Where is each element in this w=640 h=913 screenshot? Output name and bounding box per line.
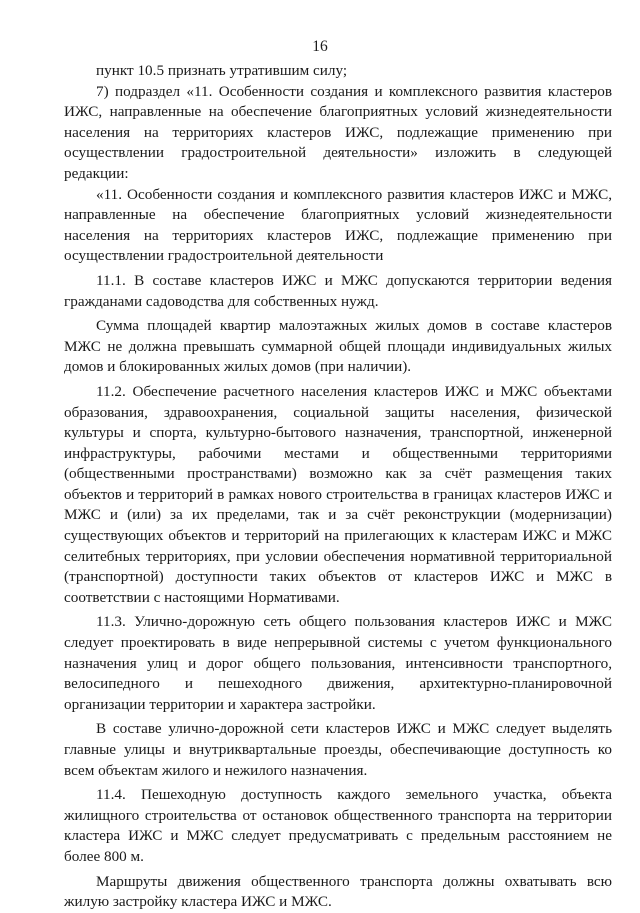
paragraph-11-4: 11.4. Пешеходную доступность каждого земельного участка, объекта жилищного строительства от остановок общественного транспорта на территории кластера ИЖС и МЖС следует предусматривать с предельным расстоянием не более 800 м. [64,786,612,865]
paragraph-11-3-streets: В составе улично-дорожной сети кластеров ИЖС и МЖС следует выделять главные улицы и внутриквартальные проезды, обеспечивающие доступность ко всем объектам жилого и нежилого назначения. [64,720,612,779]
paragraph-section-11-title: «11. Особенности создания и комплексного развития кластеров ИЖС и МЖС, направленные на обеспечение благоприятных условий жизнедеятельности населения на территориях кластеров ИЖС, подлежащие применению при осуществлении градостроительной деятельности [64,185,612,265]
paragraph-11-3: 11.3. Улично-дорожную сеть общего пользования кластеров ИЖС и МЖС следует проектировать в виде непрерывной системы с учетом функционального назначения улиц и дорог общего пользования, интенсивности транспортного, велосипедного и пешеходного движения, архитектурно-планировочной организации территории и характера застройки. [64,613,612,713]
paragraph-11-1: 11.1. В составе кластеров ИЖС и МЖС допускаются территории ведения гражданами садоводства для собственных нужд. [64,271,612,310]
paragraph-11-4-routes: Маршруты движения общественного транспорта должны охватывать всю жилую застройку кластера ИЖС и МЖС. [64,872,612,911]
paragraph-11-2: 11.2. Обеспечение расчетного населения кластеров ИЖС и МЖС объектами образования, здравоохранения, социальной защиты населения, физической культуры и спорта, культурно-бытового назначения, транспортной, инженерной инфраструктуры, рабочими местами и общественными территориями (общественными пространствами) возможно как за счёт размещения таких объектов и территорий в рамках нового строительства в границах кластеров ИЖС и МЖС и (или) за их пределами, так и за счёт реконструкции (модернизации) существующих объектов и территорий на прилегающих к кластерам ИЖС и МЖС селитебных территориях, при условии обеспечения нормативной территориальной (транспортной) доступности таких объектов от кластеров ИЖС и МЖС в соответствии с настоящими Нормативами. [64,382,612,606]
document-body [64,61,612,913]
page-number: 16 [312,38,328,55]
paragraph-item-10-5: пункт 10.5 признать утратившим силу; [96,62,348,79]
paragraph-amendment-7: 7) подраздел «11. Особенности создания и комплексного развития кластеров ИЖС, направленные на обеспечение благоприятных условий жизнедеятельности населения на территориях кластеров ИЖС, подлежащие применению при осуществлении градостроительной деятельности» изложить в следующей редакции: [64,82,612,182]
paragraph-11-1-area: Сумма площадей квартир малоэтажных жилых домов в составе кластеров МЖС не должна превышать суммарной общей площади индивидуальных жилых домов и блокированных жилых домов (при наличии). [64,317,612,376]
